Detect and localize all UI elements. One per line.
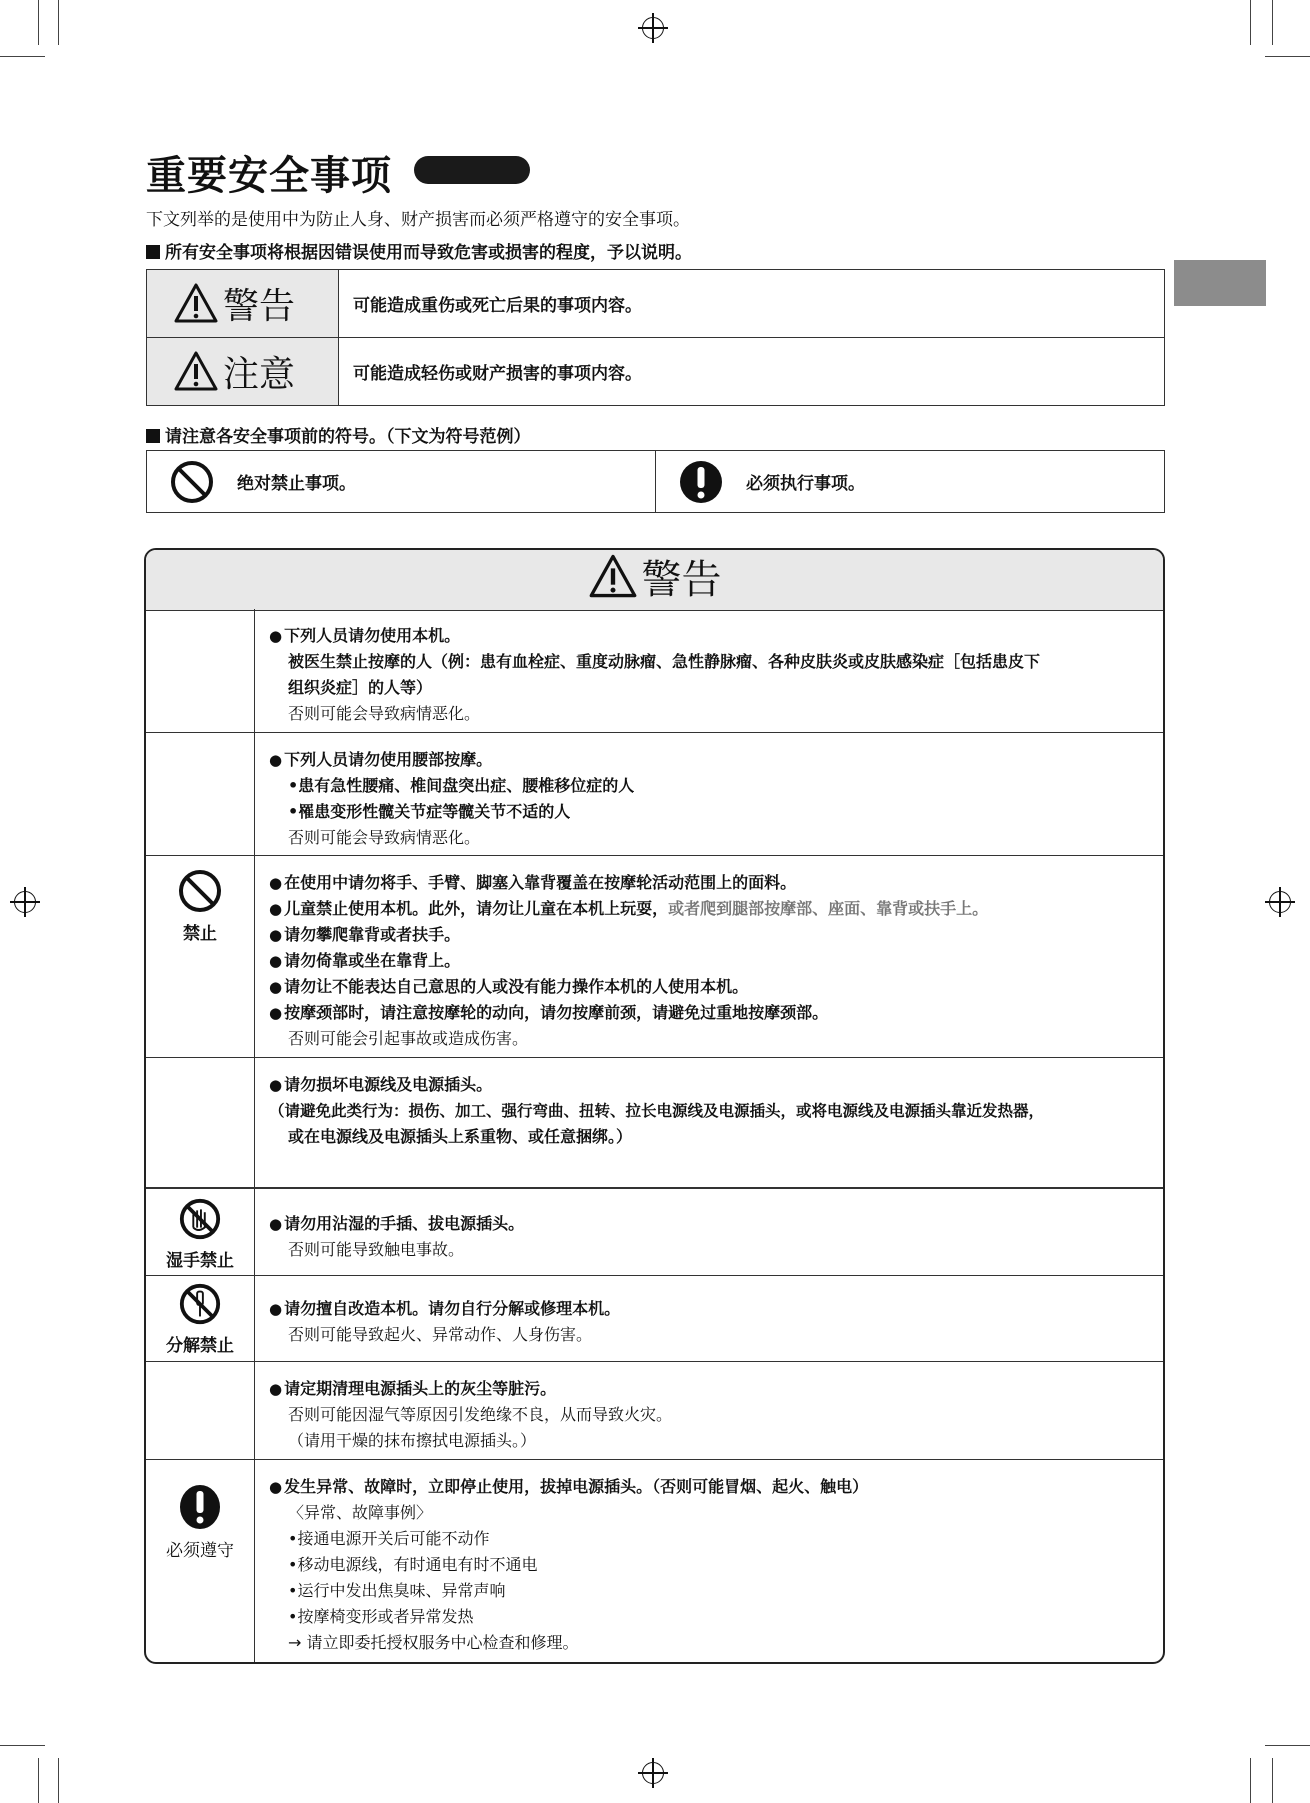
section-heading-text: 所有安全事项将根据因错误使用而导致危害或损害的程度，予以说明。 [165,243,692,263]
item-note: 否则可能会引起事故或造成伤害。 [288,1029,529,1048]
item-note: （请用干燥的抹布擦拭电源插头。） [288,1431,537,1450]
item-text: 组织炎症］的人等） [288,678,433,697]
level-row-caution [147,338,1165,406]
chapter-tab [1174,260,1266,306]
item-bullet: •按摩椅变形或者异常发热 [288,1607,474,1626]
group-label: 分解禁止 [166,1336,234,1356]
crop-mark [38,1758,39,1803]
crop-mark [0,56,45,57]
crop-mark [1272,0,1273,45]
item-subheading: 〈异常、故障事例〉 [288,1503,433,1522]
group-disassemble [146,1282,254,1356]
item-heading: 按摩颈部时，请注意按摩轮的动向，请勿按摩前颈，请避免过重地按摩颈部。 [284,1003,829,1022]
section-heading-levels [146,238,692,263]
item-heading: 请勿损坏电源线及电源插头。 [284,1075,493,1094]
mandatory-icon [678,459,724,505]
item-heading: 请勿让不能表达自己意思的人或没有能力操作本机的人使用本机。 [284,977,749,996]
item-action: → 请立即委托授权服务中心检查和修理。 [288,1633,579,1652]
warning-triangle-icon [173,350,219,392]
symbol-desc: 绝对禁止事项。 [237,474,356,494]
item-heading: 请勿攀爬靠背或者扶手。 [284,925,461,944]
warning-item: ● 下列人员请勿使用本机。 被医生禁止按摩的人（例：患有血栓症、重度动脉瘤、急性静脉瘤、各种皮肤炎或皮肤感染症［包括患皮下 组织炎症］的人等） 否则可能会导致病情恶化。 [146,609,1163,732]
item-heading: 下列人员请勿使用腰部按摩。 [284,750,493,769]
symbol-legend-table [146,450,1165,513]
group-label: 禁止 [183,924,217,944]
item-bullet: •运行中发出焦臭味、异常声响 [288,1581,506,1600]
intro-text: 下文列举的是使用中为防止人身、财产损害而必须严格遵守的安全事项。 [146,210,690,230]
crop-mark [58,1758,59,1803]
item-bullet: •罹患变形性髋关节症等髋关节不适的人 [288,802,571,821]
symbol-prohibit [147,451,656,513]
registration-mark-right [1269,891,1291,913]
item-heading-gray: 或者爬到腿部按摩部、座面、靠背或扶手上。 [668,899,989,918]
no-disassembly-icon [178,1282,222,1326]
level-desc: 可能造成轻伤或财产损害的事项内容。 [339,338,1165,406]
crop-mark [1272,1758,1273,1803]
section-heading-symbols [146,422,531,447]
warning-triangle-icon [588,553,638,599]
item-note: 否则可能导致起火、异常动作、人身伤害。 [288,1325,593,1344]
item-text: 或在电源线及电源插头上系重物、或任意捆绑。） [288,1127,633,1146]
warning-box [144,548,1165,1664]
hazard-level-table [146,269,1165,406]
item-heading: 请定期清理电源插头上的灰尘等脏污。 [284,1379,557,1398]
no-wet-hands-icon [178,1197,222,1241]
item-note: 否则可能会导致病情恶化。 [288,828,481,847]
item-note: 否则可能会导致病情恶化。 [288,704,481,723]
warning-item: ● 在使用中请勿将手、手臂、脚塞入靠背覆盖在按摩轮活动范围上的面料。 ● 儿童禁止使用本机。此外，请勿让儿童在本机上玩耍，或者爬到腿部按摩部、座面、靠背或扶手上。 ● 请勿攀爬靠背或者扶手。 ● 请勿倚靠或坐在靠背上。 ● 请勿让不能表达自己意思的人或没有能力操作本机的人使用本机。 ● 按摩颈部时，请注意按摩轮的动向，请勿按摩前颈，请避免过重地按摩颈部。 否则可能会引起事故或造成伤害。 [146,855,1163,1057]
warning-header-text: 警告 [641,557,722,603]
group-label: 湿手禁止 [166,1251,234,1271]
item-heading: 请勿擅自改造本机。请勿自行分解或修理本机。 [284,1299,621,1318]
warning-item: ● 请定期清理电源插头上的灰尘等脏污。 否则可能因湿气等原因引发绝缘不良，从而导致火灾。 （请用干燥的抹布擦拭电源插头。） [146,1361,1163,1459]
page-title: 重要安全事项 [146,153,392,199]
level-row-warning [147,270,1165,338]
square-bullet-icon [146,245,160,259]
item-heading: 发生异常、故障时，立即停止使用，拔掉电源插头。（否则可能冒烟、起火、触电） [284,1477,869,1496]
item-heading: 请勿倚靠或坐在靠背上。 [284,951,461,970]
group-label: 必须遵守 [166,1541,234,1561]
crop-mark [1265,56,1310,57]
item-heading: 儿童禁止使用本机。此外，请勿让儿童在本机上玩耍， [284,899,669,918]
warning-box-header [146,550,1163,611]
warning-item-disassembly: 分解禁止 ● 请勿擅自改造本机。请勿自行分解或修理本机。 否则可能导致起火、异常动作、人身伤害。 [146,1275,1163,1361]
item-bullet: •移动电源线，有时通电有时不通电 [288,1555,538,1574]
registration-mark-top [642,17,664,39]
level-desc: 可能造成重伤或死亡后果的事项内容。 [339,270,1165,338]
registration-mark-bottom [642,1762,664,1784]
item-text: （请避免此类行为：损伤、加工、强行弯曲、扭转、拉长电源线及电源插头，或将电源线及电源插头靠近发热器， [269,1102,1045,1120]
warning-item: ● 下列人员请勿使用腰部按摩。 •患有急性腰痛、椎间盘突出症、腰椎移位症的人 •罹患变形性髋关节症等髋关节不适的人 否则可能会导致病情恶化。 [146,732,1163,855]
level-label: 警告 [223,286,296,327]
item-heading: 下列人员请勿使用本机。 [284,626,461,645]
item-note: 否则可能因湿气等原因引发绝缘不良，从而导致火灾。 [288,1405,673,1424]
warning-triangle-icon [173,282,219,324]
item-bullet: •接通电源开关后可能不动作 [288,1529,490,1548]
crop-mark [1265,1745,1310,1746]
symbol-mandatory [656,451,1165,513]
crop-mark [0,1745,45,1746]
symbol-desc: 必须执行事项。 [746,474,865,494]
item-heading: 请勿用沾湿的手插、拔电源插头。 [284,1214,525,1233]
crop-mark [58,0,59,45]
level-label: 注意 [223,354,296,395]
warning-item: ● 发生异常、故障时，立即停止使用，拔掉电源插头。（否则可能冒烟、起火、触电） 〈异常、故障事例〉 •接通电源开关后可能不动作 •移动电源线，有时通电有时不通电 •运行中发出焦臭味、异常声响 •按摩椅变形或者异常发热 → 请立即委托授权服务中心检查和修理。 [146,1459,1163,1664]
section-heading-text: 请注意各安全事项前的符号。（下文为符号范例） [165,427,531,447]
title-pill-badge [414,156,530,184]
square-bullet-icon [146,429,160,443]
crop-mark [1250,1758,1251,1803]
crop-mark [1250,0,1251,45]
crop-mark [38,0,39,45]
item-text: 被医生禁止按摩的人（例：患有血栓症、重度动脉瘤、急性静脉瘤、各种皮肤炎或皮肤感染症［包括患皮下 [288,652,1041,671]
item-heading: 在使用中请勿将手、手臂、脚塞入靠背覆盖在按摩轮活动范围上的面料。 [284,873,797,892]
item-bullet: •患有急性腰痛、椎间盘突出症、腰椎移位症的人 [288,776,635,795]
group-wet-hands [146,1197,254,1271]
prohibition-icon [169,459,215,505]
item-note: 否则可能导致触电事故。 [288,1240,465,1259]
registration-mark-left [14,891,36,913]
warning-item-wet-hands: 湿手禁止 ● 请勿用沾湿的手插、拔电源插头。 否则可能导致触电事故。 [146,1187,1163,1275]
warning-item: ● 请勿损坏电源线及电源插头。 （请避免此类行为：损伤、加工、强行弯曲、扭转、拉长电源线及电源插头，或将电源线及电源插头靠近发热器， 或在电源线及电源插头上系重物、或任意捆绑。） [146,1057,1163,1187]
